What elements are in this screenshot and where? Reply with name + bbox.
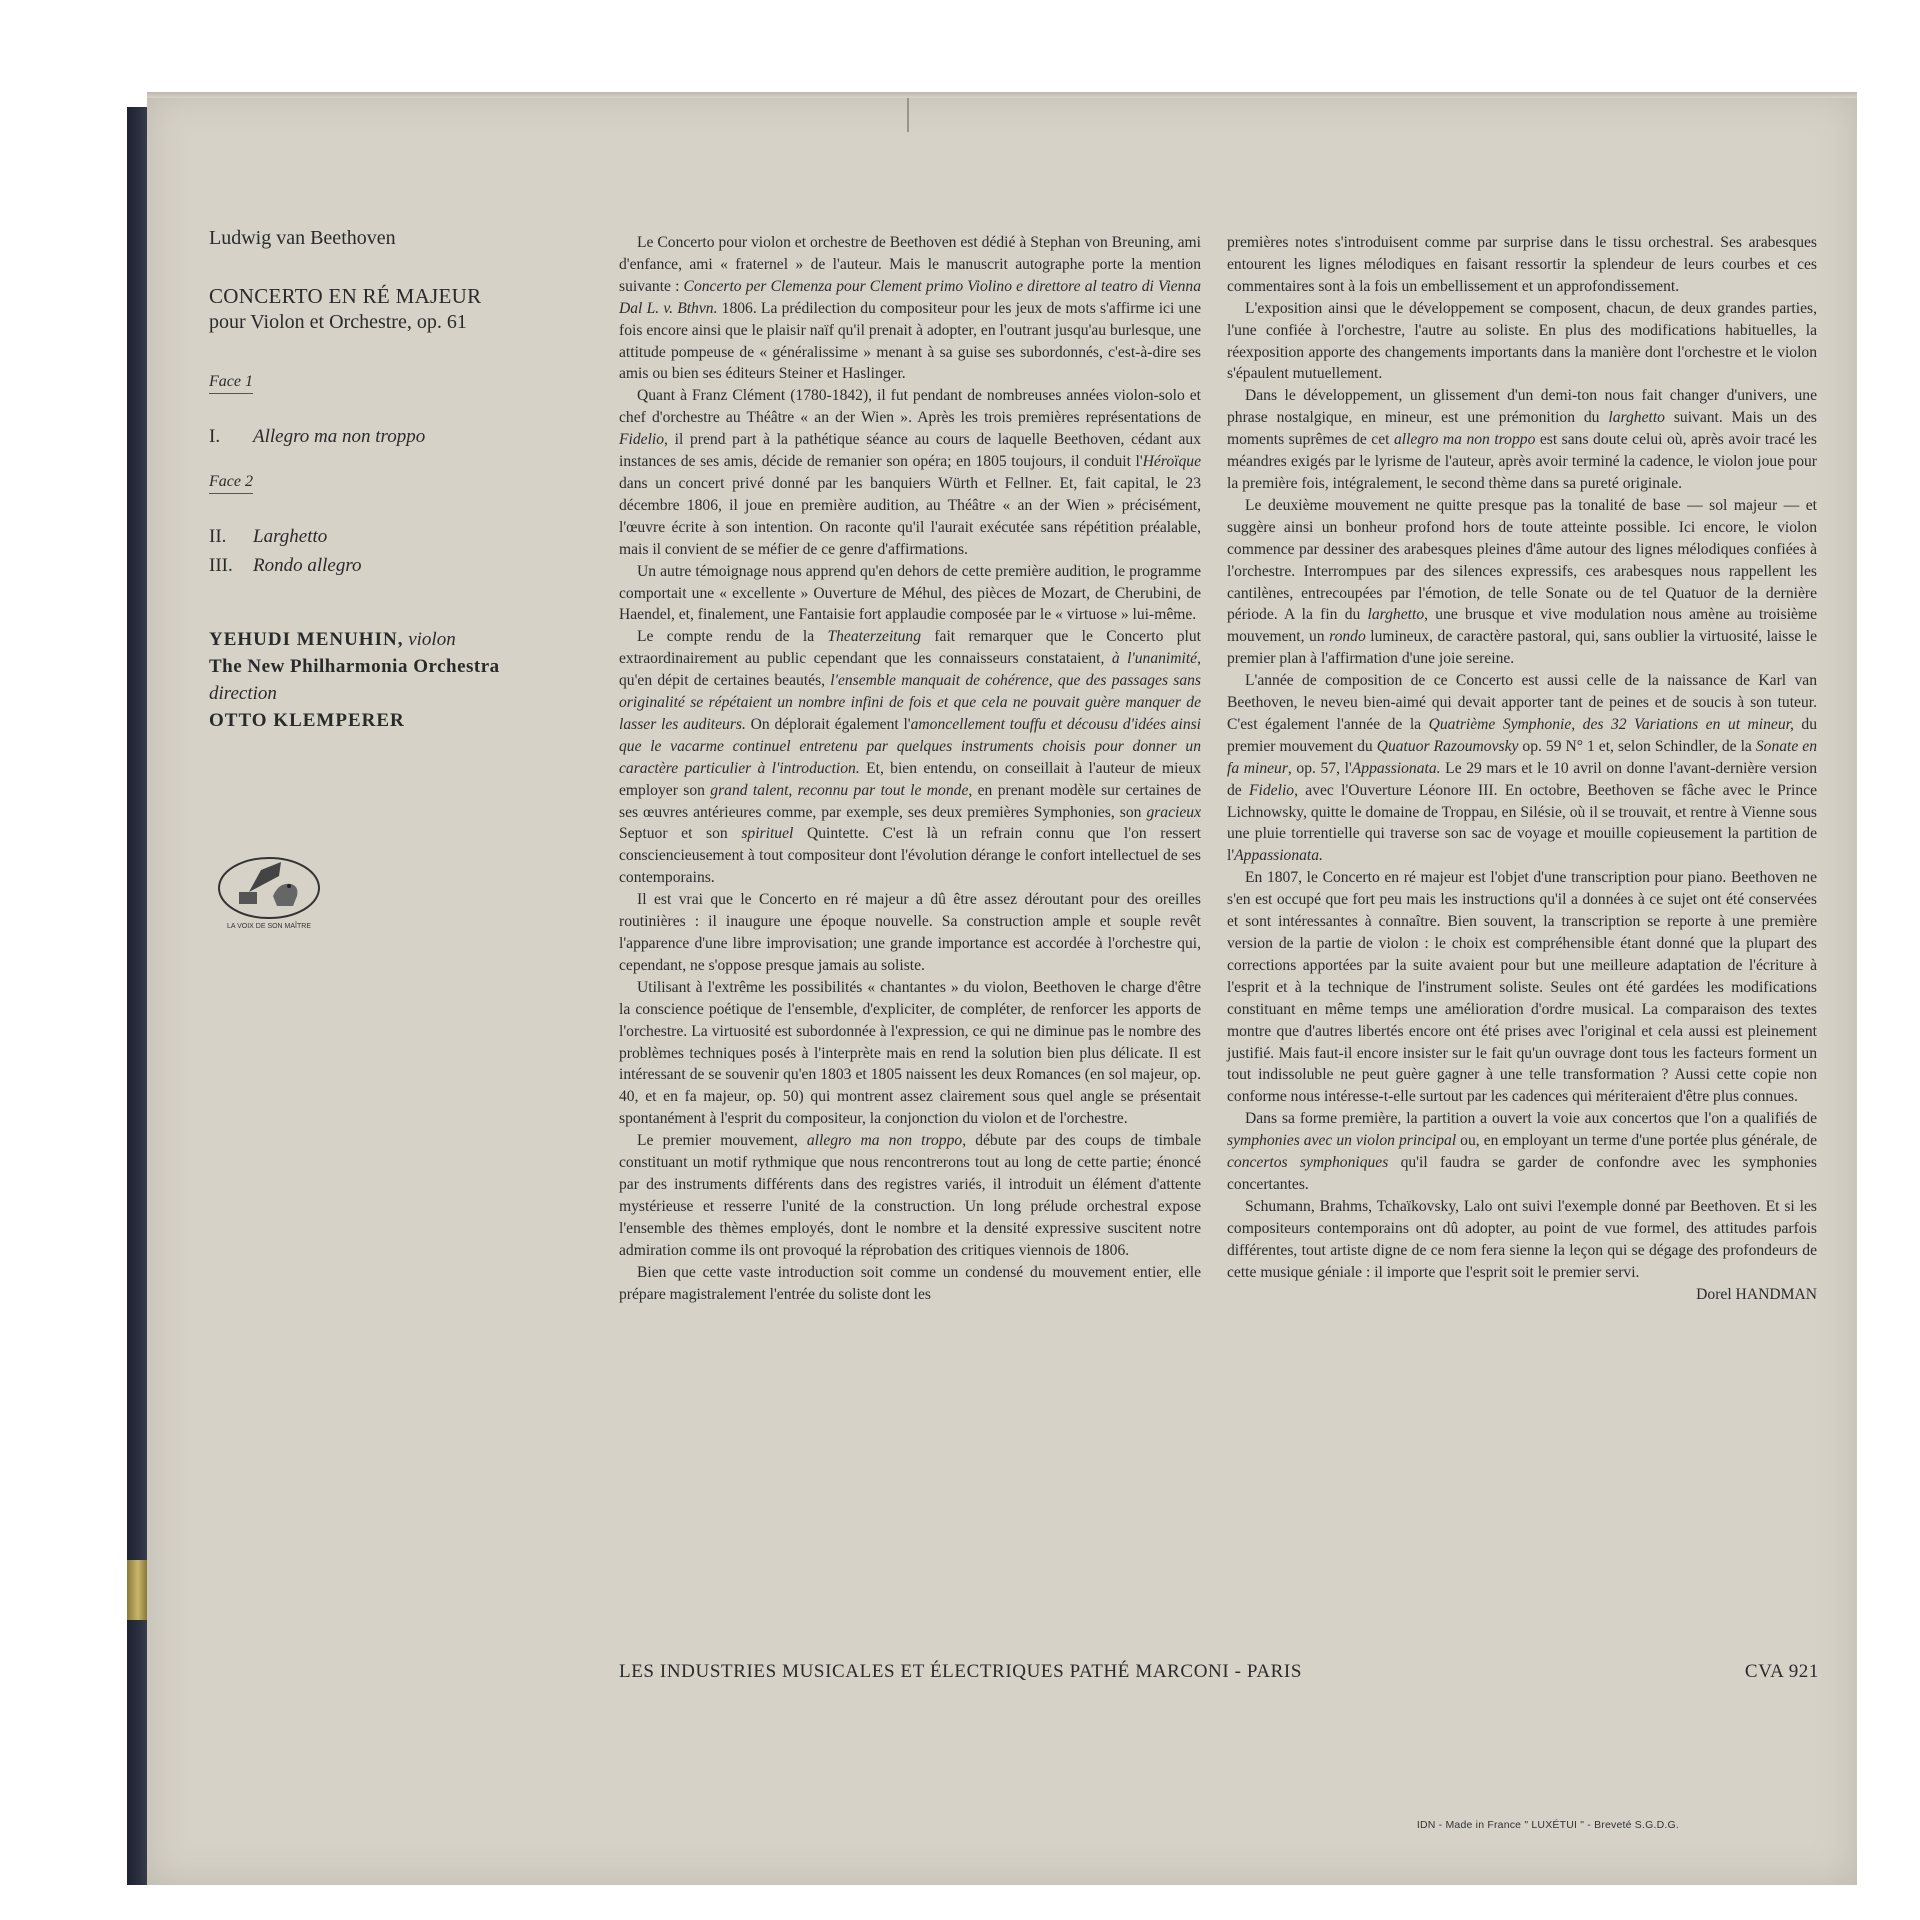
paragraph: L'exposition ainsi que le développement se composent, chacun, de deux grandes parties, l'une confiée à l'orchestre, l'autre au soliste. En plus des modifications habituelles, la réexposition apporte des changements importants dans la manière dont l'orchestre et le violon s'épaulent mutuellement. <box>1227 299 1817 383</box>
face-2-label: Face 2 <box>209 473 253 494</box>
author-signature: Dorel HANDMAN <box>1696 1285 1817 1303</box>
performers <box>209 626 629 734</box>
paragraph: Le premier mouvement, allegro ma non troppo, débute par des coups de timbale constituant un motif rythmique que nous rencontrerons tout au long de cette partie; énoncé par des instruments différents dans des registres variés, il introduit un élément d'attente mystérieuse et resserre l'unité de la construction. Un long prélude orchestral expose l'ensemble des thèmes employés, dont le nombre et la densité expressive suscitent notre admiration comme ils ont provoqué la réprobation des critiques viennois de 1806. <box>619 1132 1202 1259</box>
paragraph: Quant à Franz Clément (1780-1842), il fut pendant de nombreuses années violon-solo et chef d'orchestre au Théâtre « an der Wien ». Après les trois premières représentations de Fidelio, il prend part à la pathétique séance au cours de laquelle Beethoven, cédant aux instances de ses amis, décide de remanier son opéra; en 1805 toujours, il conduit l'Héroïque dans un concert privé donné par les banquiers Würth et Fellner. Et, fait capital, le 23 décembre 1806, il joue en première audition, au Théâtre « an der Wien » précisément, l'œuvre écrite à son intention. On raconte qu'il l'aurait exécutée sans répétition préalable, mais il convient de se méfier de ce genre d'affirmations. <box>619 387 1201 558</box>
fine-print: IDN - Made in France " LUXÉTUI " - Breveté S.G.D.G. <box>1416 1819 1679 1831</box>
paragraph: premières notes s'introduisent comme par surprise dans le tissu orchestral. Ses arabesques entourent les lignes mélodiques en faisant ressortir la splendeur de leurs courbes et ces commentaires sont à la fois un embellissement et un approfondissement. <box>1227 234 1817 295</box>
track-title: Larghetto <box>253 526 328 547</box>
paragraph: Dans sa forme première, la partition a ouvert la voie aux concertos que l'on a qualifiés de symphonies avec un violon principal ou, en employant un terme d'une portée plus générale, de concertos symphoniques qu'il faudra se garder de confondre avec les symphonies concertantes. <box>1227 1110 1817 1193</box>
track-number: II. <box>209 526 227 547</box>
paragraph: Le Concerto pour violon et orchestre de Beethoven est dédié à Stephan von Breuning, ami d'enfance, ami « fraternel » de l'auteur. Mais le manuscrit autographe porte la mention suivante : Concerto per Clemenza pour Clement primo Violino e direttore al teatro di Vienna Dal L. v. Bthvn. 1806. La prédilection du compositeur pour les jeux de mots s'affirme ici une fois encore ainsi que le plaisir naïf qu'il prenait à adopter, en l'outrant jusqu'au burlesque, une attitude pompeuse de « généralissime » menant à sa guise ses subordonnés, c'est-à-dire ses amis ou bien ses éditeurs Steiner et Haslinger. <box>619 234 1201 383</box>
paragraph: Un autre témoignage nous apprend qu'en dehors de cette première audition, le programme comportait une « excellente » Ouverture de Méhul, des pièces de Mozart, de Cherubini, de Haendel, et, finalement, une Fantaisie fort applaudie composée par le « virtuose » lui-même. <box>619 562 1201 624</box>
catalog-number: CVA 921 <box>1744 1661 1819 1682</box>
face-1-label: Face 1 <box>209 373 253 394</box>
paragraph: L'année de composition de ce Concerto est aussi celle de la naissance de Karl van Beethoven, le neveu bien-aimé qui devait apporter tant de peines et de soucis à son tuteur. C'est également l'année de la Quatrième Symphonie, des 32 Variations en ut mineur, du premier mouvement du Quatuor Razoumovsky op. 59 N° 1 et, selon Schindler, de la Sonate en fa mineur, op. 57, l'Appassionata. Le 29 mars et le 10 avril on donne l'avant-dernière version de Fidelio, avec l'Ouverture Léonore III. En octobre, Beethoven se fâche avec le Prince Lichnowsky, quitte le domaine de Troppau, en Silésie, où il se trouvait, et rentre à Vienne sous une pluie torrentielle qui traverse son sac de voyage et mouille copieusement la partition de l'Appassionata. <box>1227 672 1818 865</box>
paragraph: Schumann, Brahms, Tchaïkovsky, Lalo ont suivi l'exemple donné par Beethoven. Et si les compositeurs contemporains ont dû adopter, au point de vue formel, des attitudes parfois différentes, tout artiste digne de ce nom fera sienne la leçon qui se dégage des profondeurs de cette musique géniale : il importe que l'esprit soit le premier servi. <box>1227 1197 1817 1281</box>
track-number: I. <box>209 426 221 447</box>
soloist-role: violon <box>408 629 456 650</box>
text-column-1 <box>619 232 1201 1305</box>
tracklist-panel <box>209 227 629 734</box>
work-subtitle: pour Violon et Orchestre, op. 61 <box>209 311 467 333</box>
orchestra-name: The New Philharmonia Orchestra <box>209 656 500 677</box>
paragraph: Dans le développement, un glissement d'un demi-ton nous fait changer d'univers, une phrase nostalgique, en mineur, est une prémonition du larghetto suivant. Mais un des moments suprêmes de cet allegro ma non troppo est sans doute celui où, après avoir tracé les méandres exigés par le lyrisme de l'auteur, après avoir terminé la cadence, le violon joue pour la première fois, intégralement, le second thème dans sa pureté originale. <box>1227 387 1818 492</box>
paragraph: Utilisant à l'extrême les possibilités « chantantes » du violon, Beethoven le charge d'être la conscience poétique de l'ensemble, d'expliciter, de compléter, de renforcer les apports de l'orchestre. La virtuosité est subordonnée à l'expression, ce qui ne diminue pas le nombre des problèmes techniques posés à l'interprète mais en rend la solution bien plus délicate. Il est intéressant de se souvenir qu'en 1803 et 1805 naissent les deux Romances (en sol majeur, op. 40, et en fa majeur, op. 50) qui montrent assez clairement sous quel angle se présentait spontanément à l'esprit du compositeur, la conjonction du violon et de l'orchestre. <box>619 978 1201 1128</box>
track-title: Allegro ma non troppo <box>253 426 426 447</box>
paragraph: Le compte rendu de la Theaterzeitung fait remarquer que le Concerto plut extraordinairement au public cependant que les connaisseurs constataient, à l'unanimité, qu'en dépit de certaines beautés, l'ensemble manquait de cohérence, que des passages sans originalité se répétaient un nombre infini de fois et que cela ne pouvait guère manquer de lasser les auditeurs. On déplorait également l'amoncellement touffu et décousu d'idées ainsi que le vacarme continuel entretenu par quelques instruments choisis pour donner un caractère particulier à l'introduction. Et, bien entendu, on conseillait à l'auteur de mieux employer son grand talent, reconnu par tout le monde, en prenant modèle sur certaines de ses œuvres antérieures comme, par exemple, ses deux premières Symphonies, son gracieux Septuor et son spirituel Quintette. C'est là un refrain connu que l'on ressert consciencieusement à tout compositeur dont l'évolution dérange le confort intellectuel de ses contemporains. <box>619 628 1202 887</box>
paragraph: Le deuxième mouvement ne quitte presque pas la tonalité de base — sol majeur — et suggère ainsi un bonheur profond hors de toute atteinte possible. Ici encore, le violon commence par dessiner des arabesques pleines d'âme autour des lignes mélodiques confiées à l'orchestre. Interrompues par des silences expressifs, ces arabesques nous rappellent les cantilènes, entrecoupées par l'émotion, de telle Sonate ou de tel Quatuor de la dernière période. A la fin du larghetto, une brusque et vive modulation nous amène au troisième mouvement, un rondo lumineux, de caractère pastoral, qui, sans oublier la virtuosité, laisse le premier plan à l'affirmation d'une joie sereine. <box>1227 496 1817 668</box>
soloist-name: YEHUDI MENUHIN, <box>209 629 404 650</box>
composer-name: Ludwig van Beethoven <box>209 227 396 249</box>
paragraph: Il est vrai que le Concerto en ré majeur a dû être assez déroutant pour des oreilles routinières : il inaugure une époque nouvelle. Sa construction ample et souple revêt l'apparence d'une libre improvisation; une grande importance est accordée à l'orchestre qui, cependant, ne s'oppose presque jamais au soliste. <box>619 891 1201 974</box>
paragraph: Bien que cette vaste introduction soit comme un condensé du mouvement entier, elle prépare magistralement l'entrée du soliste dont les <box>619 1263 1201 1303</box>
track-3 <box>209 551 629 580</box>
record-back-cover <box>147 92 1857 1885</box>
work-title: CONCERTO EN RÉ MAJEUR <box>209 284 482 308</box>
conductor-name: OTTO KLEMPERER <box>209 710 405 731</box>
spine-clip <box>127 1560 149 1620</box>
publisher-footer <box>619 1661 1819 1683</box>
direction-label: direction <box>209 683 277 704</box>
track-number: III. <box>209 555 233 576</box>
track-title: Rondo allegro <box>253 555 362 576</box>
track-1 <box>209 422 629 451</box>
logo-lettering: LA VOIX DE SON MAÎTRE <box>226 923 312 930</box>
paragraph: En 1807, le Concerto en ré majeur est l'objet d'une transcription pour piano. Beethoven ne s'en est occupé que fort peu mais les instructions qu'il a données à ce sujet ont été conservées et sont intéressantes à connaître. Bien souvent, la transcription se reporte à une première version de la partie de violon : le choix est compréhensible étant donné que la plupart des corrections apportées par la suite avaient pour but une meilleure adaptation de l'écriture à l'esprit et à la technique de l'instrument soliste. Seules ont été gardées les modifications constituant en même temps une amélioration d'ordre musical. La comparaison des textes montre que d'autres libertés encore ont été prises avec l'original et cela aussi est pleinement justifié. Mais faut-il encore insister sur le fait qu'un ouvrage dont tous les facteurs forment un tout indissoluble ne peut guère gagner à une telle transformation ? Aussi cette copie non conforme nous intéresse-t-elle surtout par les cadences qui mériteraient d'être plus connues. <box>1227 869 1817 1106</box>
track-2 <box>209 522 629 551</box>
publisher-name: LES INDUSTRIES MUSICALES ET ÉLECTRIQUES PATHÉ MARCONI - PARIS <box>619 1661 1303 1682</box>
crease-mark <box>907 92 909 132</box>
text-column-2 <box>1227 232 1817 1305</box>
his-masters-voice-logo <box>209 852 329 932</box>
